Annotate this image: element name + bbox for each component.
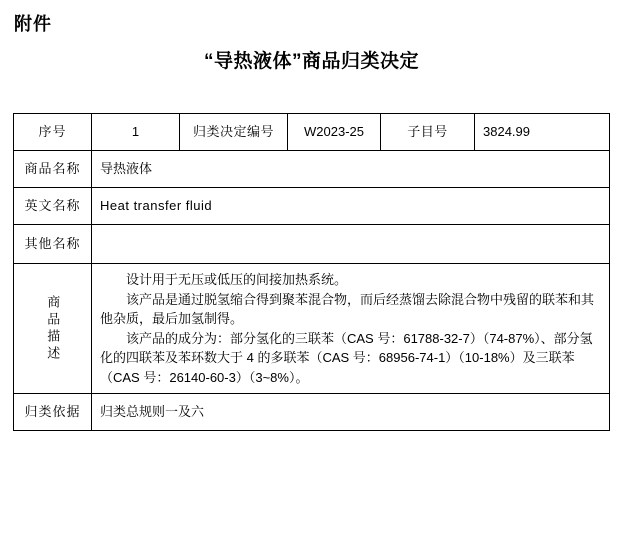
- seq-label: 序号: [14, 114, 92, 151]
- table-row: [14, 225, 610, 264]
- table-row: [14, 394, 610, 431]
- product-name-value: 导热液体: [92, 151, 610, 188]
- seq-value: 1: [92, 114, 180, 151]
- other-name-label: 其他名称: [14, 225, 92, 264]
- product-description-body: [92, 264, 610, 394]
- other-name-value: [92, 225, 610, 264]
- product-description-label-text: 商品描述: [45, 294, 61, 363]
- page-title: “导热液体”商品归类决定: [203, 51, 419, 72]
- english-name-label: 英文名称: [14, 188, 92, 225]
- classification-basis-value: 归类总规则一及六: [92, 394, 610, 431]
- description-paragraph: 该产品是通过脱氢缩合得到聚苯混合物，而后经蒸馏去除混合物中残留的联苯和其他杂质，最后加氢制得。: [100, 291, 595, 326]
- classification-decision-table: [13, 113, 610, 431]
- subheading-value: 3824.99: [475, 114, 610, 151]
- subheading-label: 子目号: [381, 114, 475, 151]
- english-name-value: Heat transfer fluid: [92, 188, 610, 225]
- description-paragraph: 设计用于无压或低压的间接加热系统。: [126, 272, 348, 287]
- decision-number-label: 归类决定编号: [180, 114, 288, 151]
- description-paragraph: 该产品的成分为：部分氢化的三联苯（CAS 号：61788-32-7）（74-87%）、部分氢化的四联苯及苯环数大于 4 的多联苯（CAS 号：68956-74-1）（10-18%）及三联苯（CAS 号：26140-60-3）（3~8%）。: [100, 330, 593, 385]
- decision-number-value: W2023-25: [288, 114, 381, 151]
- product-name-label: 商品名称: [14, 151, 92, 188]
- table-row: [14, 151, 610, 188]
- table-row: [14, 114, 610, 151]
- attachment-label: 附件: [14, 14, 52, 34]
- table-row: [14, 188, 610, 225]
- table-row: [14, 264, 610, 394]
- classification-basis-label: 归类依据: [14, 394, 92, 431]
- product-description-label: [14, 264, 92, 394]
